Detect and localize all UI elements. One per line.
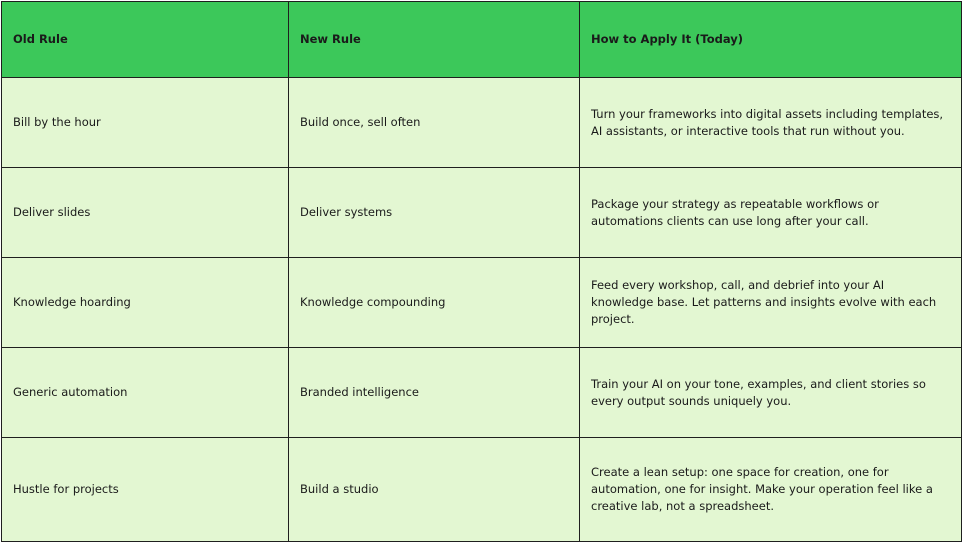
header-how-to-apply: How to Apply It (Today)	[580, 2, 962, 78]
rules-table	[1, 1, 962, 542]
new-rule-cell: Knowledge compounding	[289, 258, 580, 348]
how-to-apply-cell: Feed every workshop, call, and debrief into your AI knowledge base. Let patterns and insights evolve with each project.	[580, 258, 962, 348]
table-row	[2, 78, 962, 168]
how-to-apply-cell: Package your strategy as repeatable workflows or automations clients can use long after your call.	[580, 168, 962, 258]
table-row	[2, 348, 962, 438]
how-to-apply-cell: Create a lean setup: one space for creation, one for automation, one for insight. Make your operation feel like a creative lab, not a spreadsheet.	[580, 438, 962, 542]
how-to-apply-cell: Train your AI on your tone, examples, and client stories so every output sounds uniquely you.	[580, 348, 962, 438]
old-rule-cell: Knowledge hoarding	[2, 258, 289, 348]
old-rule-cell: Hustle for projects	[2, 438, 289, 542]
new-rule-cell: Build once, sell often	[289, 78, 580, 168]
header-new-rule: New Rule	[289, 2, 580, 78]
old-rule-cell: Bill by the hour	[2, 78, 289, 168]
new-rule-cell: Branded intelligence	[289, 348, 580, 438]
old-rule-cell: Deliver slides	[2, 168, 289, 258]
how-to-apply-cell: Turn your frameworks into digital assets including templates, AI assistants, or interactive tools that run without you.	[580, 78, 962, 168]
header-row	[2, 2, 962, 78]
table-row	[2, 168, 962, 258]
table-row	[2, 258, 962, 348]
table-row	[2, 438, 962, 542]
new-rule-cell: Deliver systems	[289, 168, 580, 258]
header-old-rule: Old Rule	[2, 2, 289, 78]
new-rule-cell: Build a studio	[289, 438, 580, 542]
old-rule-cell: Generic automation	[2, 348, 289, 438]
